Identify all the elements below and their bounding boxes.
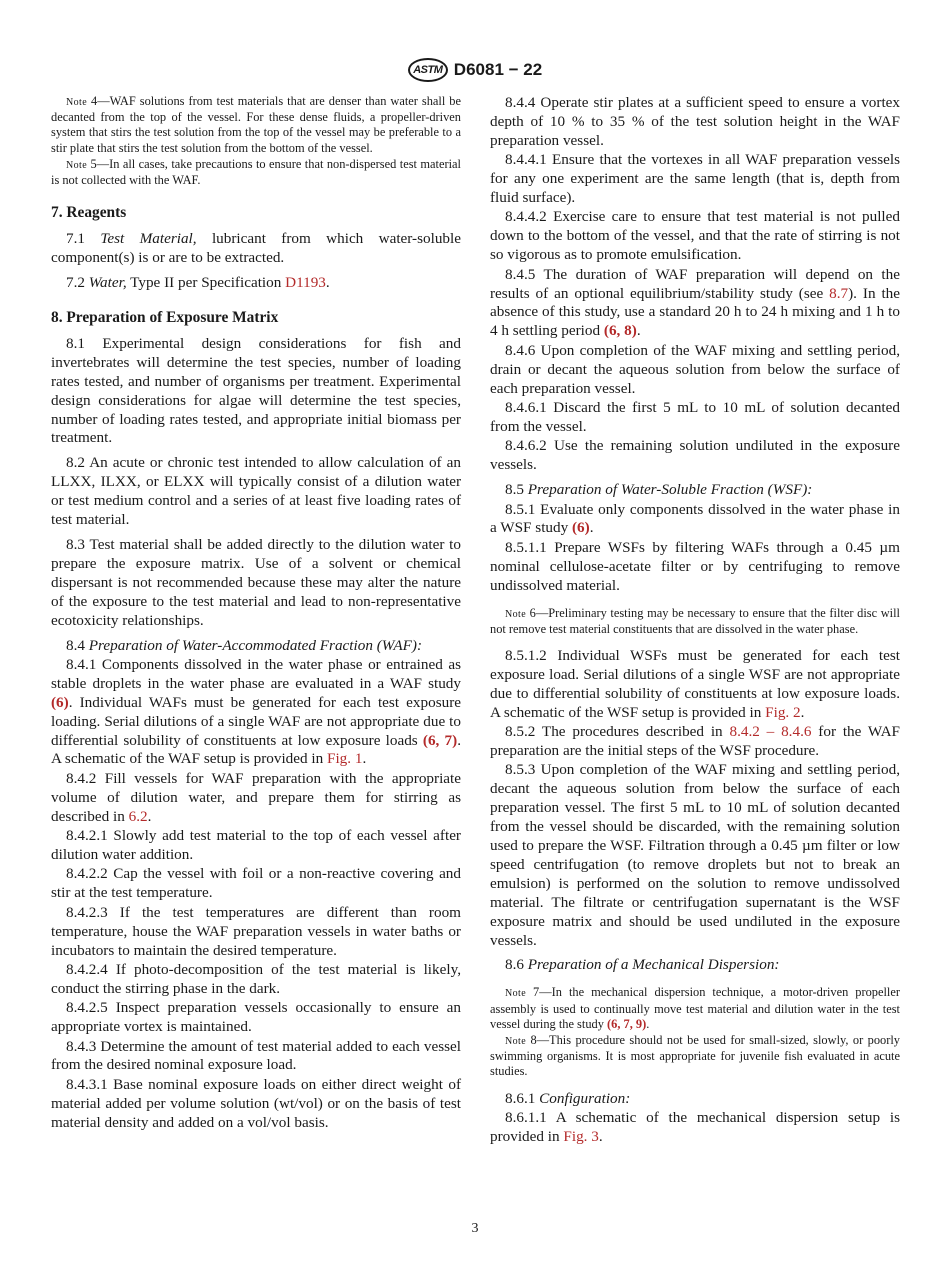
citation-ref[interactable]: (6)	[572, 519, 590, 537]
para-8-3: 8.3 Test material shall be added directly to the dilution water to prepare the exposure matrix. Use of a solvent or chemical dispersant is not recommended because these may alter the nature of the exposure to the test material and lead to non-representative ecotoxicity relationships.	[51, 536, 461, 629]
para-8-4-6-1: 8.4.6.1 Discard the first 5 mL to 10 mL of solution decanted from the vessel.	[490, 399, 900, 435]
para-8-4-3: 8.4.3 Determine the amount of test material added to each vessel from the desired nominal exposure load.	[51, 1037, 461, 1074]
para-8-6-1: 8.6.1 Configuration:	[505, 1089, 631, 1107]
link-fig-1[interactable]: Fig. 1	[327, 750, 363, 768]
left-column	[51, 94, 461, 1133]
note-8: Note 8—This procedure should not be used for small-sized, slowly, or poorly swimming organisms. It is most appropriate for juvenile fish evaluated in acute studies.	[490, 1032, 900, 1079]
link-8-4-2-to-8-4-6[interactable]: 8.4.2 – 8.4.6	[729, 723, 812, 741]
note-4: Note 4—WAF solutions from test materials that are denser than water shall be decanted from the top of the vessel. For these dense fluids, a propeller-driven system that stirs the test solution from the top of the vessel may be preferable to a stir plate that stirs the test solution from the bottom of the vessel.	[51, 94, 461, 155]
note-7: Note 7—In the mechanical dispersion technique, a motor-driven propeller assembly is used to continually move test material and dilution water in the test vessel during the study (6, 7, 9).	[490, 985, 900, 1031]
link-fig-2[interactable]: Fig. 2	[765, 703, 801, 721]
para-8-4-4-2: 8.4.4.2 Exercise care to ensure that test material is not pulled down to the bottom of the vessel, and that the rate of stirring is not so vigorous as to promote emulsification.	[490, 208, 900, 264]
para-8-4-4: 8.4.4 Operate stir plates at a sufficient speed to ensure a vortex depth of 10 % to 35 % of the test solution height in the WAF preparation vessel.	[490, 94, 900, 149]
para-7-1: 7.1 Test Material, lubricant from which water-soluble component(s) is or are to be extracted.	[51, 230, 461, 267]
para-8-5-1-2: 8.5.1.2 Individual WSFs must be generated for each test exposure load. Serial dilutions of a single WSF are not appropriate due to differential solubility of constituents at low exposure loads. A schematic of the WSF setup is provided in Fig. 2.	[490, 646, 900, 721]
para-8-4-2-4: 8.4.2.4 If photo-decomposition of the test material is likely, conduct the stirring phase in the dark.	[51, 960, 461, 997]
para-8-4: 8.4 Preparation of Water-Accommodated Fraction (WAF):	[66, 636, 423, 654]
para-8-1: 8.1 Experimental design considerations for fish and invertebrates will determine the test species, number of loading rates tested, and number of organisms per treatment. Experimental design considerations for algae will determine the test species, number of loading rates tested, and appropriate initial biomass per treatment.	[51, 334, 461, 447]
section-8-heading: 8. Preparation of Exposure Matrix	[51, 308, 279, 326]
para-8-4-6: 8.4.6 Upon completion of the WAF mixing and settling period, drain or decant the aqueous solution from below the surface of each preparation vessel.	[490, 341, 900, 397]
para-8-4-6-2: 8.4.6.2 Use the remaining solution undiluted in the exposure vessels.	[490, 437, 900, 474]
para-8-6-1-1: 8.6.1.1 A schematic of the mechanical dispersion setup is provided in Fig. 3.	[490, 1109, 900, 1145]
para-8-2: 8.2 An acute or chronic test intended to allow calculation of an LLXX, ILXX, or ELXX will typically consist of a dilution water or test medium control and a series of at least five loading rates of test material.	[51, 454, 461, 529]
citation-ref[interactable]: (6, 7)	[422, 731, 458, 749]
para-8-4-2-1: 8.4.2.1 Slowly add test material to the top of each vessel after dilution water addition.	[51, 827, 461, 863]
para-8-4-2-3: 8.4.2.3 If the test temperatures are different than room temperature, house the WAF preparation vessels in water baths or incubators to maintain the desired temperature.	[51, 903, 461, 959]
para-8-4-4-1: 8.4.4.1 Ensure that the vortexes in all WAF preparation vessels for any one experiment are the same length (that is, depth from fluid surface).	[490, 151, 900, 207]
para-8-6: 8.6 Preparation of a Mechanical Dispersion:	[505, 956, 780, 974]
link-6-2[interactable]: 6.2	[128, 807, 148, 825]
standard-designation: D6081 − 22	[453, 60, 543, 79]
link-d1193[interactable]: D1193	[285, 274, 326, 292]
citation-ref[interactable]: (6)	[51, 693, 69, 711]
citation-ref[interactable]: (6, 7, 9)	[607, 1016, 647, 1031]
para-8-4-2-2: 8.4.2.2 Cap the vessel with foil or a non-reactive covering and stir at the test temperature.	[51, 865, 461, 902]
para-8-4-5: 8.4.5 The duration of WAF preparation will depend on the results of an optional equilibrium/stability study (see 8.7). In the absence of this study, use a standard 20 h to 24 h mixing and 1 h to 4 h settling period (6, 8).	[490, 265, 900, 340]
para-8-5: 8.5 Preparation of Water-Soluble Fraction (WSF):	[505, 481, 813, 499]
astm-logo-icon: ASTM	[408, 58, 448, 82]
para-8-5-2: 8.5.2 The procedures described in 8.4.2 – 8.4.6 for the WAF preparation are the initial steps of the WSF procedure.	[490, 723, 900, 759]
page-number: 3	[471, 1221, 479, 1236]
para-8-4-1: 8.4.1 Components dissolved in the water phase or entrained as stable droplets in the water phase are evaluated in a WAF study (6). Individual WAFs must be generated for each test exposure loading. Serial dilutions of a single WAF are not appropriate due to differential solubility of constituents at low exposure loads (6, 7). A schematic of the WAF setup is provided in Fig. 1.	[51, 655, 461, 768]
para-8-5-1: 8.5.1 Evaluate only components dissolved in the water phase in a WSF study (6).	[490, 500, 900, 537]
para-8-4-3-1: 8.4.3.1 Base nominal exposure loads on either direct weight of material added per volume solution (wt/vol) or on the basis of test material density and added on a vol/vol basis.	[51, 1075, 461, 1131]
note-6: Note 6—Preliminary testing may be necessary to ensure that the filter disc will not remove test material constituents that are dissolved in the water phase.	[490, 605, 900, 636]
right-column	[490, 94, 900, 1147]
para-8-5-3: 8.5.3 Upon completion of the WAF mixing and settling period, decant the aqueous solution from below the surface of each preparation vessel. The first 5 mL to 10 mL of solution decanted from the vessel should be discarded, with the remaining solution used to prepare the WSF. Filtration through a 0.45 µm filter or low speed centrifugation (to remove droplets but not to break an emulsion) is performed on the solution to remove undissolved material. The filtrate or centrifugation supernatant is the WSF exposure matrix and should be used undiluted in the exposure vessels.	[490, 761, 900, 949]
para-8-4-2-5: 8.4.2.5 Inspect preparation vessels occasionally to ensure an appropriate vortex is maintained.	[51, 999, 461, 1036]
link-fig-3[interactable]: Fig. 3	[563, 1127, 599, 1145]
citation-ref[interactable]: (6, 8)	[603, 322, 637, 340]
para-8-5-1-1: 8.5.1.1 Prepare WSFs by filtering WAFs through a 0.45 µm nominal cellulose-acetate filter or by centrifuging to remove undissolved material.	[490, 538, 900, 594]
link-8-7[interactable]: 8.7	[829, 284, 849, 302]
para-7-2: 7.2 Water, Type II per Specification D1193.	[66, 274, 330, 292]
section-7-heading: 7. Reagents	[51, 204, 127, 222]
note-5: Note 5—In all cases, take precautions to ensure that non-dispersed test material is not collected with the WAF.	[51, 156, 461, 188]
page-header	[0, 56, 950, 84]
para-8-4-2: 8.4.2 Fill vessels for WAF preparation with the appropriate volume of dilution water, and prepare them for stirring as described in 6.2.	[51, 769, 461, 825]
